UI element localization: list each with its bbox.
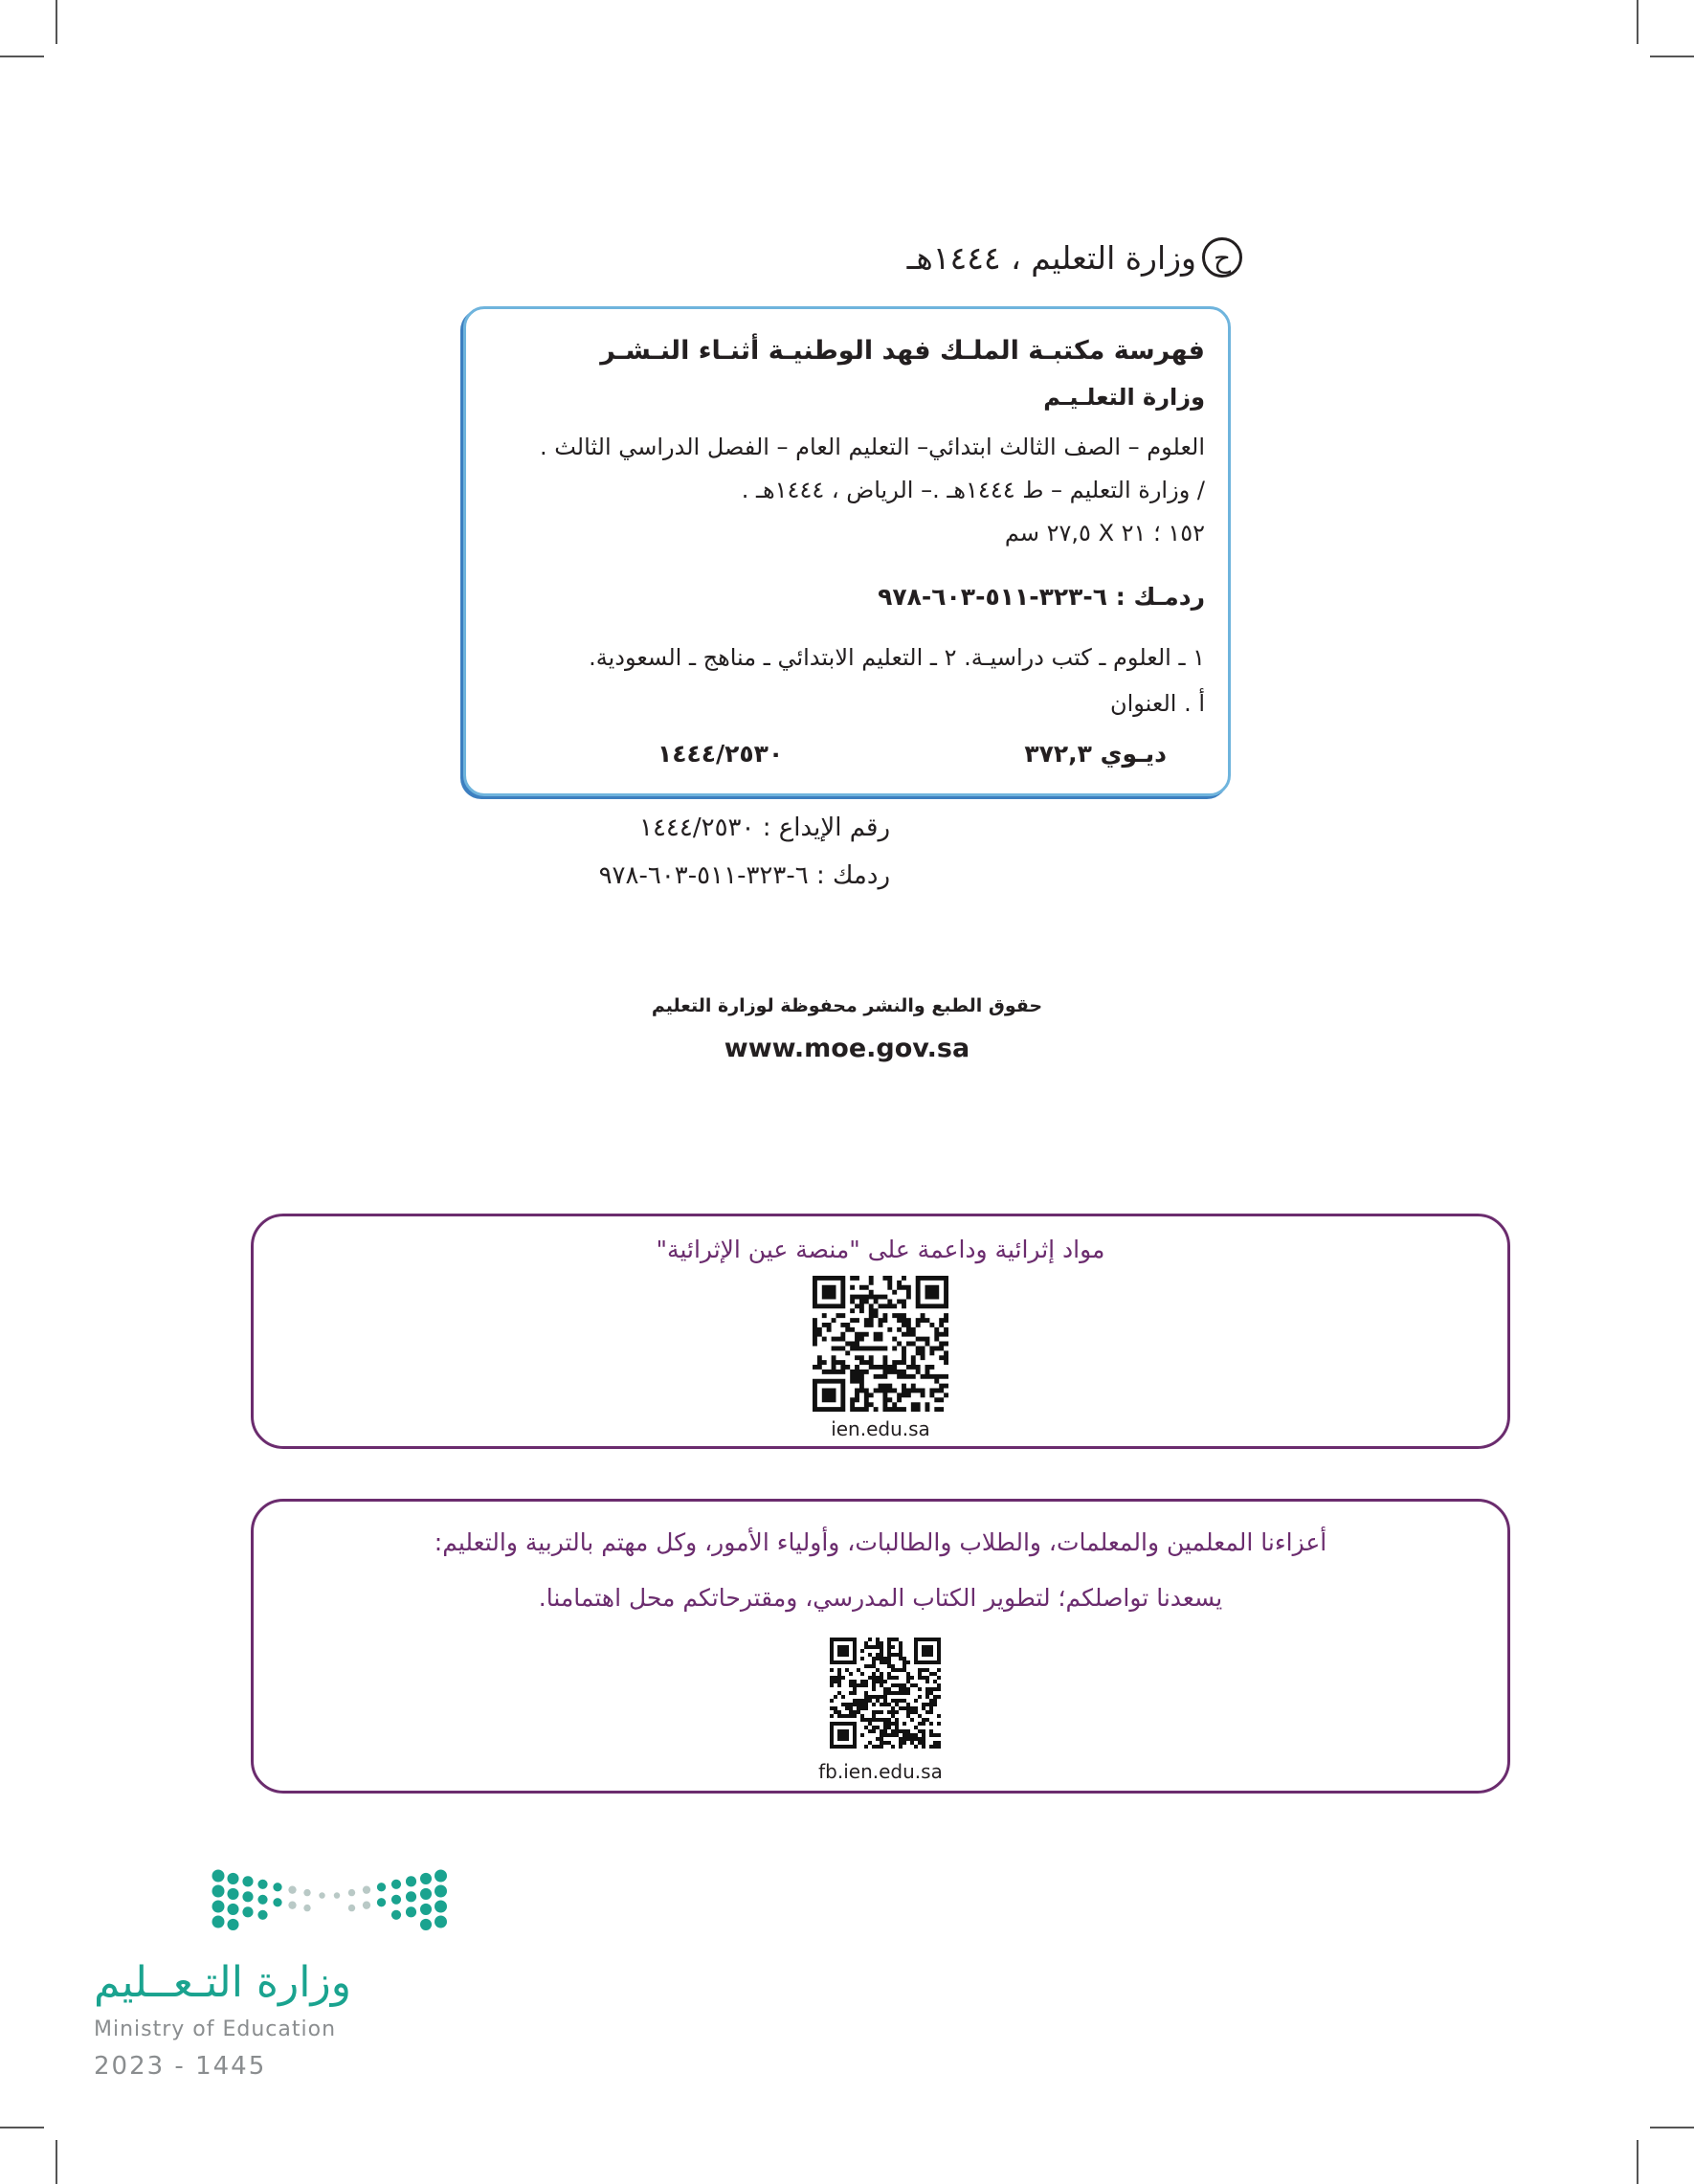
cip-subjects: ١ ـ العلوم ـ كتب دراسيـة. ٢ ـ التعليم الابتدائي ـ مناهج ـ السعودية.: [589, 644, 1205, 671]
cip-title: فهرسة مكتبـة الملـك فهد الوطنيـة أثنـاء النـشـر: [600, 336, 1205, 366]
cip-dewey: ديـوي ٣٧٢,٣: [1024, 740, 1167, 768]
cip-description: العلوم – الصف الثالث ابتدائي– التعليم العام – الفصل الدراسي الثالث .: [539, 434, 1205, 460]
deposit-number: رقم الإيداع : ١٤٤٤/٢٥٣٠: [639, 813, 890, 842]
cip-added-entry: أ . العنوان: [1109, 690, 1205, 717]
ministry-logo-icon: [211, 1866, 450, 1952]
ien-box-text: مواد إثرائية وداعمة على "منصة عين الإثرائية": [656, 1236, 1105, 1263]
feedback-box: [251, 1499, 1510, 1794]
ien-platform-box: [251, 1214, 1510, 1449]
copyright-text: وزارة التعليم ، ١٤٤٤هـ: [906, 238, 1196, 277]
ministry-name-english: Ministry of Education: [94, 2017, 337, 2041]
cip-author: وزارة التعلـيـم: [1043, 384, 1205, 411]
feedback-line-2: يسعدنا تواصلكم؛ لتطوير الكتاب المدرسي، ومقترحاتكم محل اهتمامنا.: [538, 1584, 1223, 1612]
cip-publisher: / وزارة التعليم – ط ١٤٤٤هـ .– الرياض ، ١٤٤٤هـ .: [741, 477, 1205, 503]
crop-mark: [1637, 2140, 1638, 2184]
cataloging-box: [463, 306, 1231, 796]
rights-statement: حقوق الطبع والنشر محفوظة لوزارة التعليم: [651, 995, 1043, 1016]
isbn-number: ردمك : ٦-٣٢٣-٥١١-٦٠٣-٩٧٨: [598, 861, 890, 890]
crop-mark: [1650, 2127, 1694, 2128]
copyright-mark: ح: [1202, 237, 1242, 278]
feedback-url[interactable]: fb.ien.edu.sa: [818, 1760, 943, 1783]
website-link[interactable]: www.moe.gov.sa: [724, 1034, 970, 1063]
cip-physical: ١٥٢ ؛ ٢١ X ٢٧,٥ سم: [1004, 520, 1205, 546]
ministry-name-arabic: وزارة التـعــليم: [94, 1958, 351, 2007]
feedback-line-1: أعزاءنا المعلمين والمعلمات، والطلاب والطالبات، وأولياء الأمور، وكل مهتم بالتربية والتعليم:: [434, 1528, 1327, 1556]
copyright-line: [907, 237, 1242, 278]
crop-mark: [56, 0, 57, 44]
edition-year: 2023 - 1445: [94, 2052, 267, 2081]
qr-code-icon[interactable]: [830, 1638, 941, 1749]
ien-url[interactable]: ien.edu.sa: [831, 1417, 930, 1440]
cip-isbn: ردمـك : ٦-٣٢٣-٥١١-٦٠٣-٩٧٨: [878, 583, 1205, 611]
crop-mark: [0, 56, 44, 57]
crop-mark: [1650, 56, 1694, 57]
crop-mark: [0, 2127, 44, 2128]
qr-code-icon[interactable]: [813, 1276, 948, 1412]
crop-mark: [56, 2140, 57, 2184]
crop-mark: [1637, 0, 1638, 44]
cip-number: ١٤٤٤/٢٥٣٠: [658, 740, 784, 768]
